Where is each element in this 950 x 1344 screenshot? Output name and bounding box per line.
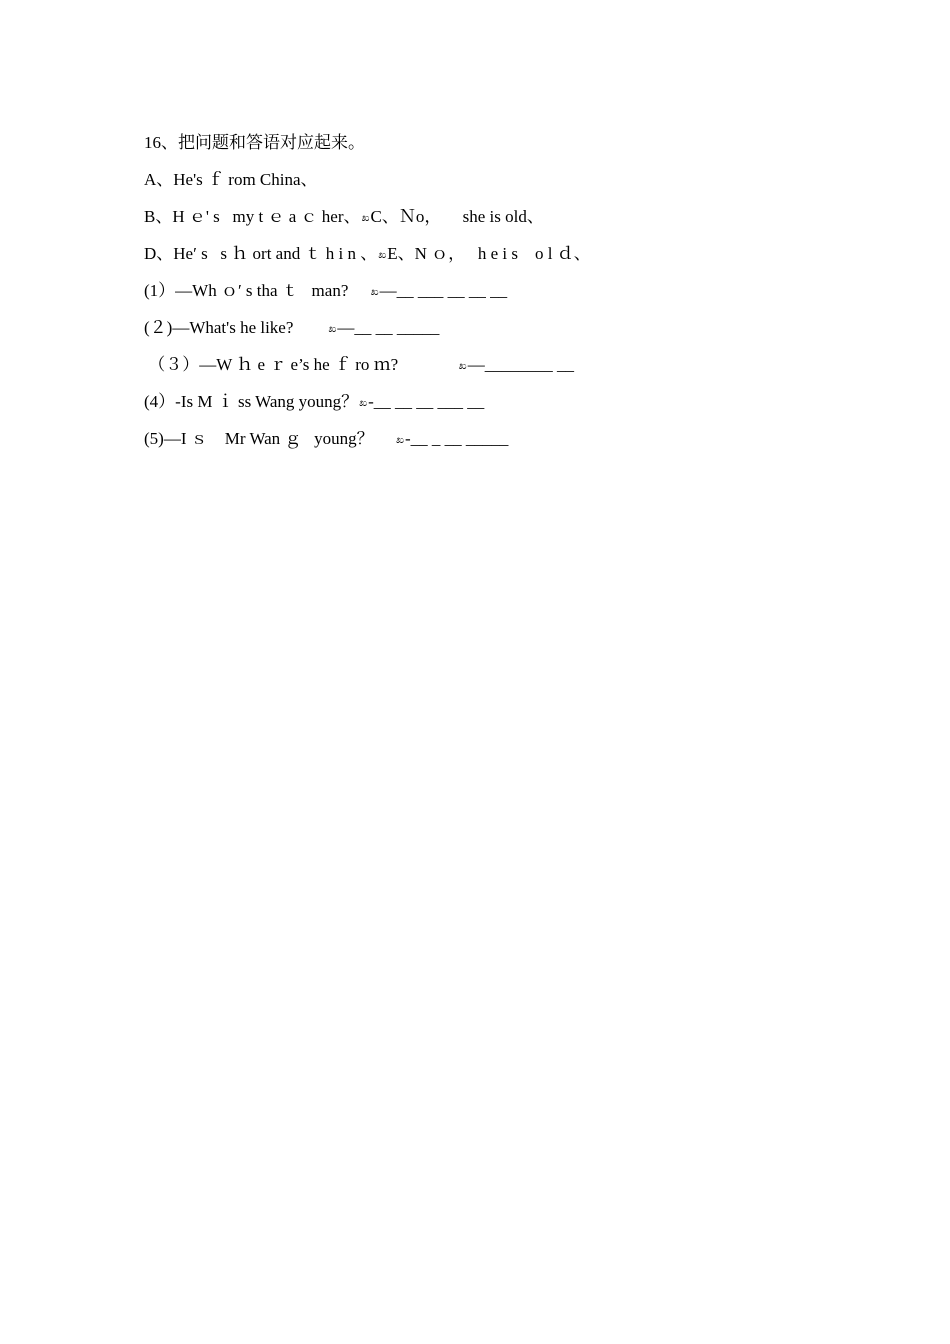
line-text: D、He′ s s ｈ ort and ｔ h i n 、 bbox=[144, 244, 378, 263]
glyph-mark: ಖ bbox=[458, 359, 467, 372]
question-1 bbox=[144, 272, 844, 309]
line-text: (4）-Is M ｉ ss Wang young？ bbox=[144, 392, 359, 411]
line-text: (1）—Wh ｏ′ s tha ｔ man? bbox=[144, 281, 370, 300]
answer-option-a bbox=[144, 161, 844, 198]
question-5 bbox=[144, 420, 844, 457]
answer-blank: —__ ___ __ __ __ bbox=[379, 281, 508, 300]
line-text: （３）—W ｈ e ｒ e’s he ｆ ro ｍ? bbox=[144, 355, 458, 374]
question-2 bbox=[144, 309, 844, 346]
answer-blank: -__ _ __ _____ bbox=[404, 429, 509, 448]
answer-blank: -__ __ __ ___ __ bbox=[368, 392, 485, 411]
line-text: A、He's ｆ rom China、 bbox=[144, 170, 318, 189]
question-4 bbox=[144, 383, 844, 420]
line-text: 16、把问题和答语对应起来。 bbox=[144, 133, 365, 152]
line-text: E、N ｏ， h e i s o l ｄ、 bbox=[387, 244, 591, 263]
answer-options-d-e bbox=[144, 235, 844, 272]
answer-options-b-c bbox=[144, 198, 844, 235]
line-text: B、H ｅ' s my t ｅ a ｃ her、 bbox=[144, 207, 361, 226]
answer-blank: —__ __ _____ bbox=[337, 318, 440, 337]
exercise-title bbox=[144, 124, 844, 161]
glyph-mark: ಖ bbox=[370, 285, 379, 298]
question-3 bbox=[144, 346, 844, 383]
glyph-mark: ಖ bbox=[378, 248, 387, 261]
line-text: (5)—I ｓ Mr Wan ｇ young？ bbox=[144, 429, 395, 448]
answer-blank: —________ __ bbox=[467, 355, 574, 374]
line-text: (２)—What's he like? bbox=[144, 318, 328, 337]
glyph-mark: ಖ bbox=[359, 396, 368, 409]
glyph-mark: ಖ bbox=[395, 433, 404, 446]
exercise-block bbox=[144, 124, 844, 457]
line-text: C、Ｎo， she is old、 bbox=[370, 207, 544, 226]
glyph-mark: ಖ bbox=[361, 211, 370, 224]
glyph-mark: ಖ bbox=[328, 322, 337, 335]
